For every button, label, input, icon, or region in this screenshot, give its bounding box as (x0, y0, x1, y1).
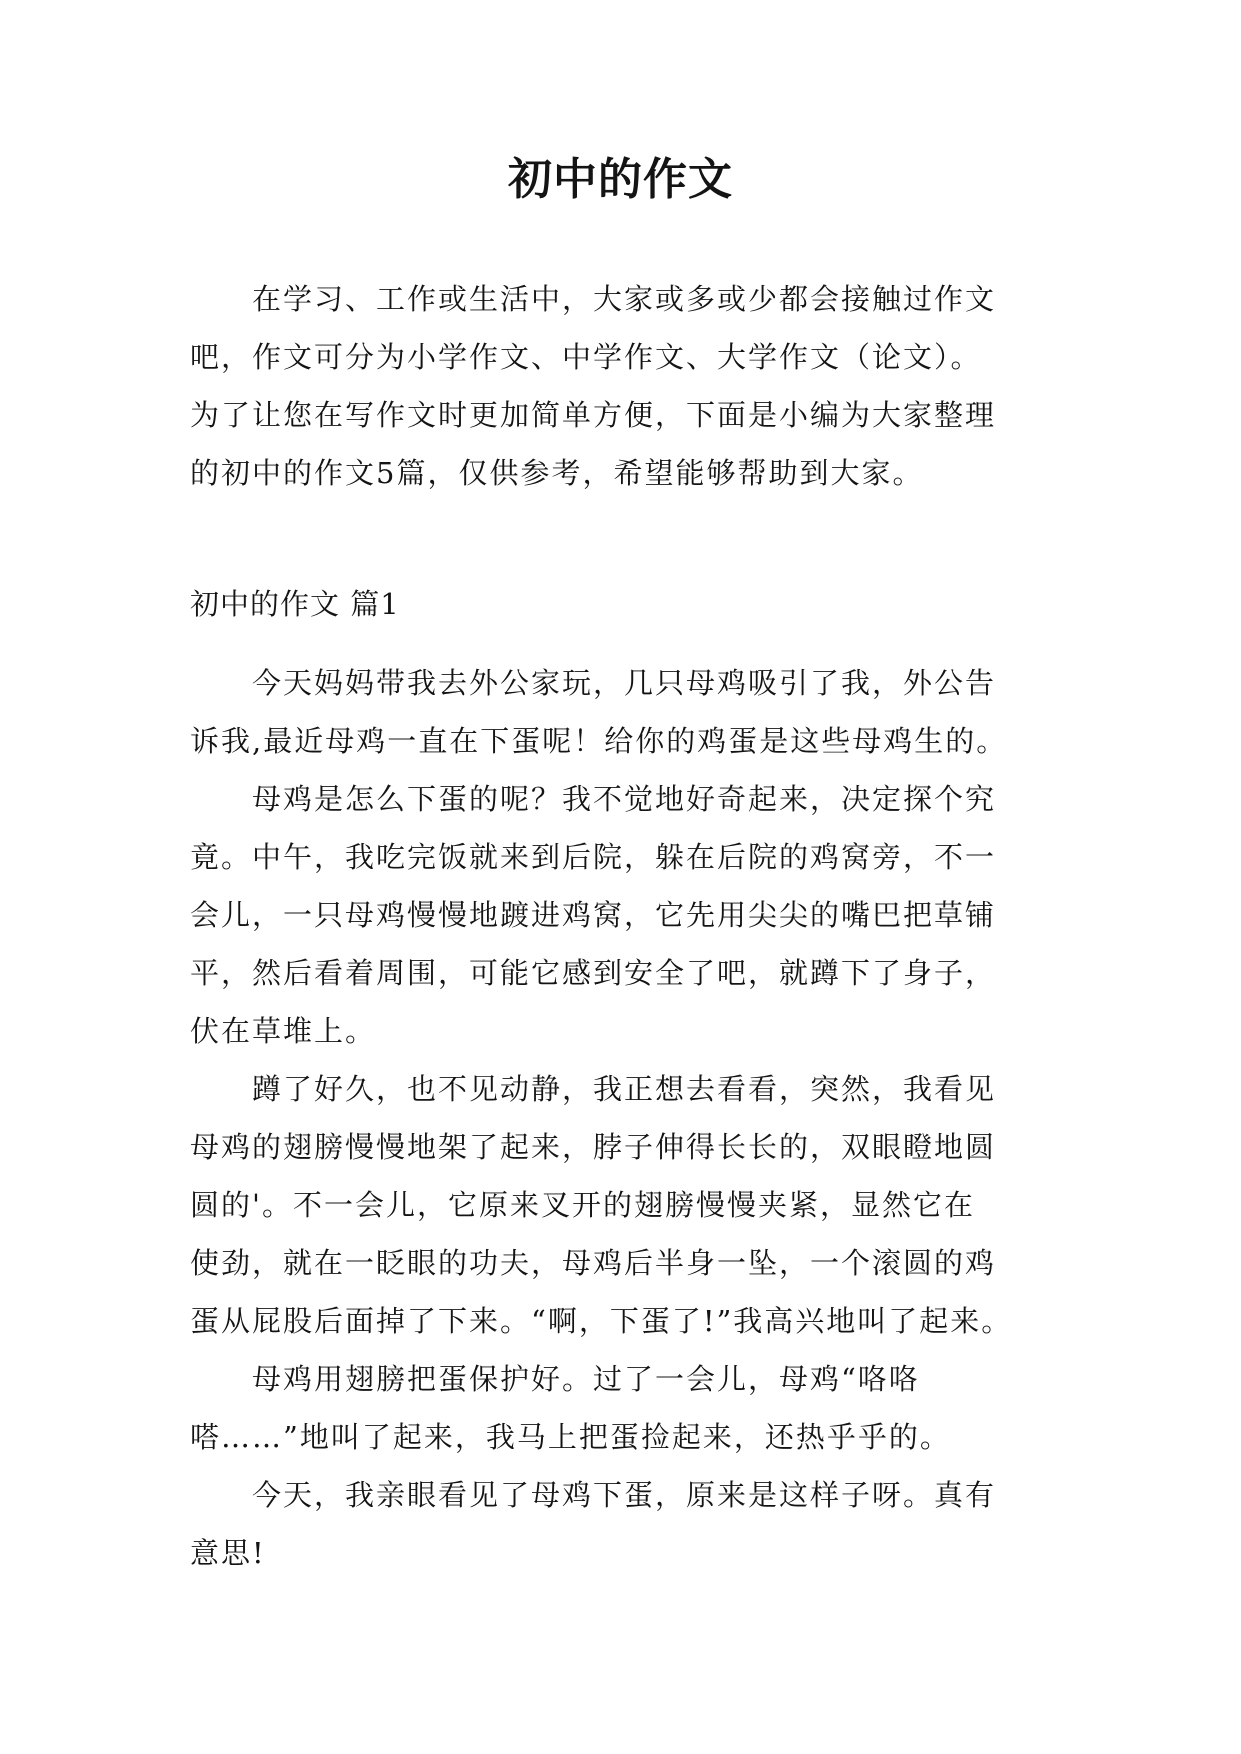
body-line: 嗒……”地叫了起来，我马上把蛋捡起来，还热乎乎的。 (190, 1420, 951, 1454)
body-line: 诉我,最近母鸡一直在下蛋呢！给你的鸡蛋是这些母鸡生的。 (190, 724, 1008, 758)
body-line: 会儿，一只母鸡慢慢地踱进鸡窝，它先用尖尖的嘴巴把草铺 (190, 898, 997, 932)
body-line: 意思! (190, 1536, 266, 1570)
intro-line: 吧，作文可分为小学作文、中学作文、大学作文（论文）。 (190, 340, 982, 374)
body-line: 蹲了好久，也不见动静，我正想去看看，突然，我看见 (190, 1072, 997, 1106)
body-line: 使劲，就在一眨眼的功夫，母鸡后半身一坠，一个滚圆的鸡 (190, 1246, 997, 1280)
body-line: 母鸡是怎么下蛋的呢？我不觉地好奇起来，决定探个究 (190, 782, 997, 816)
intro-line: 的初中的作文5篇，仅供参考，希望能够帮助到大家。 (190, 456, 924, 490)
body-line: 伏在草堆上。 (190, 1014, 377, 1048)
body-line: 平，然后看着周围，可能它感到安全了吧，就蹲下了身子， (190, 956, 997, 990)
essay-body (190, 654, 1060, 1582)
intro-line: 为了让您在写作文时更加简单方便，下面是小编为大家整理 (190, 398, 997, 432)
body-line: 竟。中午，我吃完饭就来到后院，躲在后院的鸡窝旁，不一 (190, 840, 997, 874)
document-title: 初中的作文 (508, 154, 733, 205)
body-line: 圆的'。不一会儿，它原来叉开的翅膀慢慢夹紧，显然它在 (190, 1188, 975, 1222)
body-line: 今天，我亲眼看见了母鸡下蛋，原来是这样子呀。真有 (190, 1478, 997, 1512)
body-line: 母鸡用翅膀把蛋保护好。过了一会儿，母鸡“咯咯 (190, 1362, 920, 1396)
body-line: 母鸡的翅膀慢慢地架了起来，脖子伸得长长的，双眼瞪地圆 (190, 1130, 997, 1164)
body-line: 蛋从屁股后面掉了下来。“啊，下蛋了!”我高兴地叫了起来。 (190, 1304, 1013, 1338)
intro-paragraph (190, 270, 1060, 502)
body-line: 今天妈妈带我去外公家玩，几只母鸡吸引了我，外公告 (190, 666, 997, 700)
intro-line: 在学习、工作或生活中，大家或多或少都会接触过作文 (190, 282, 997, 316)
section-heading: 初中的作文 篇1 (190, 587, 400, 621)
